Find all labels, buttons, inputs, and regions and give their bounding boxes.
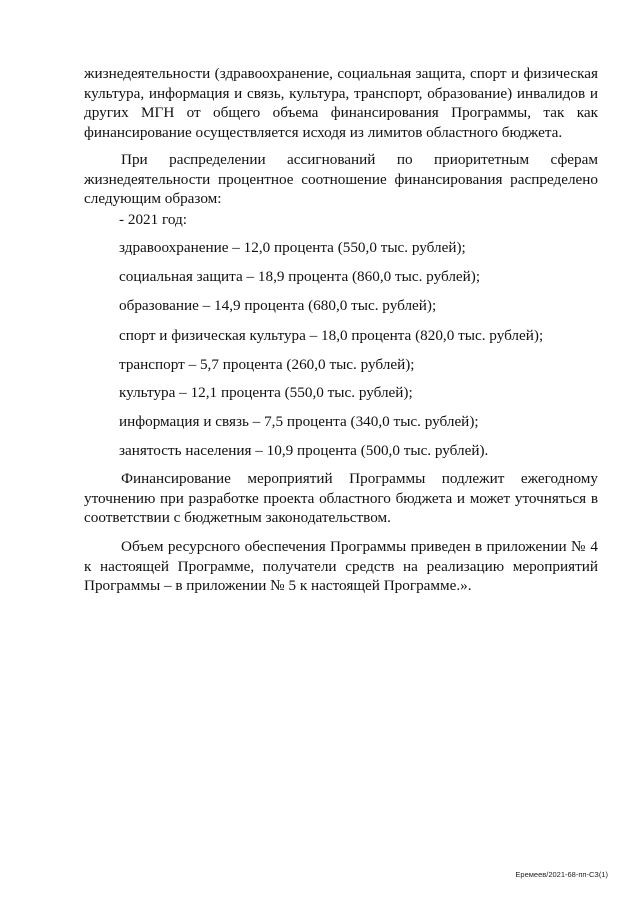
list-item-education: образование – 14,9 процента (680,0 тыс. рублей); [119,297,437,314]
list-item-information: информация и связь – 7,5 процента (340,0 тыс. рублей); [119,413,479,430]
list-item-employment: занятость населения – 10,9 процента (500,0 тыс. рублей). [119,442,489,459]
paragraph-financing: Финансирование мероприятий Программы подлежит ежегодному уточнению при разработке проекта областного бюджета и может уточняться в соответствии с бюджетным законодательством. [84,470,598,526]
list-item-healthcare: здравоохранение – 12,0 процента (550,0 тыс. рублей); [119,239,466,256]
paragraph-lead-continuation: жизнедеятельности (здравоохранение, социальная защита, спорт и физическая культура, информация и связь, культура, транспорт, образование) инвалидов и других МГН от общего объема финансирования Программы, так как финансирование осуществляется исходя из лимитов областного бюджета. [84,65,598,141]
list-item-culture: культура – 12,1 процента (550,0 тыс. рублей); [119,384,413,401]
list-item-social-protection: социальная защита – 18,9 процента (860,0 тыс. рублей); [119,268,481,285]
list-item-sport: спорт и физическая культура – 18,0 процента (820,0 тыс. рублей); [119,327,544,344]
year-label: - 2021 год: [119,211,187,228]
paragraph-distribution-intro: При распределении ассигнований по приоритетным сферам жизнедеятельности процентное соотношение финансирования распределено следующим образом: [84,151,598,207]
document-code-footer: Еремеев/2021-68-пп-СЗ(1) [515,870,608,879]
list-item-transport: транспорт – 5,7 процента (260,0 тыс. рублей); [119,356,415,373]
paragraph-resources: Объем ресурсного обеспечения Программы приведен в приложении № 4 к настоящей Программе, получатели средств на реализацию мероприятий Программы – в приложении № 5 к настоящей Программе.». [84,538,598,594]
